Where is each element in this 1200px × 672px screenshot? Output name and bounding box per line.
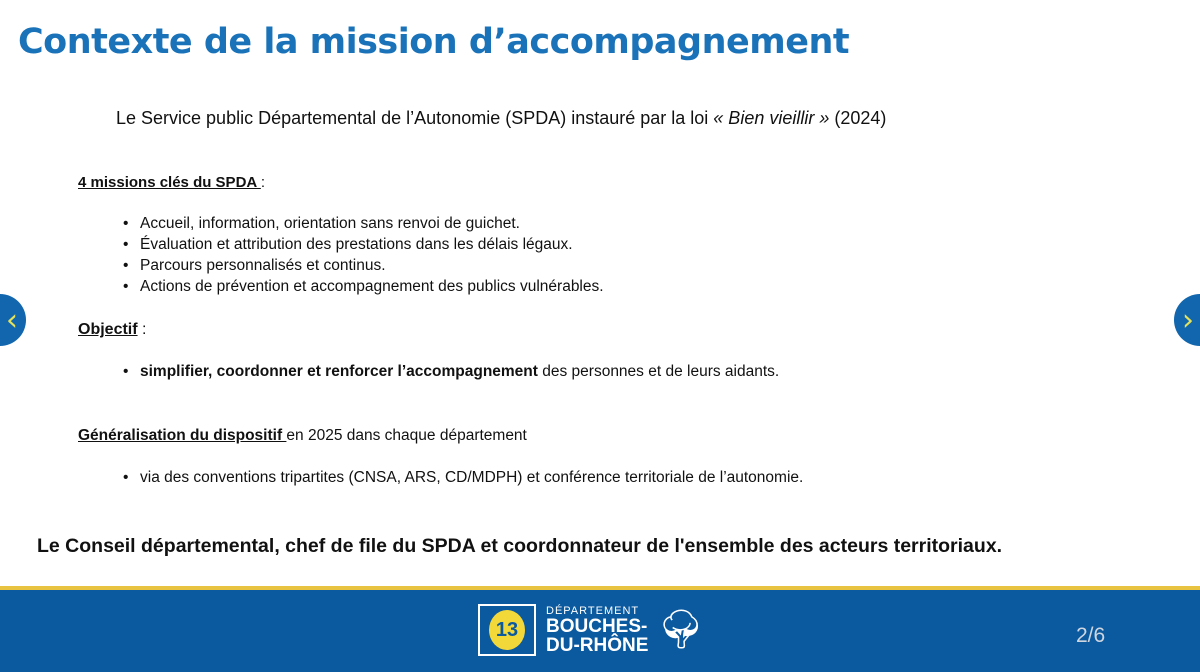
- generalisation-rest: en 2025 dans chaque département: [286, 427, 527, 444]
- list-item: • via des conventions tripartites (CNSA, ARS, CD/MDPH) et conférence territoriale de l’autonomie.: [123, 467, 803, 488]
- chevron-right-icon: ›: [1182, 302, 1194, 338]
- page-number: 2/6: [1076, 624, 1106, 647]
- intro-italic: « Bien vieillir »: [713, 108, 830, 128]
- objectif-list: [123, 361, 779, 382]
- slide-title: Contexte de la mission d’accompagnement: [18, 22, 850, 62]
- next-slide-button[interactable]: [1174, 294, 1200, 346]
- logo-badge: [478, 604, 536, 656]
- generalisation-heading: [78, 427, 527, 445]
- logo-text: [546, 606, 648, 655]
- generalisation-heading-label: Généralisation du dispositif: [78, 427, 287, 444]
- logo-line3: DU-RHÔNE: [546, 634, 649, 656]
- olive-tree-icon: 🌳︎: [656, 609, 705, 651]
- generalisation-list: [123, 467, 803, 488]
- list-item: • Accueil, information, orientation sans renvoi de guichet.: [123, 213, 604, 234]
- missions-heading-label: 4 missions clés du SPDA: [78, 174, 261, 191]
- missions-heading-suffix: :: [260, 174, 266, 191]
- intro-post: (2024): [829, 108, 887, 128]
- missions-heading: [78, 174, 265, 191]
- conclusion: Le Conseil départemental, chef de file du SPDA et coordonnateur de l'ensemble des acteurs territoriaux.: [37, 535, 1003, 557]
- objectif-rest: des personnes et de leurs aidants.: [537, 363, 780, 380]
- objectif-heading-suffix: :: [137, 321, 147, 338]
- list-item: • Actions de prévention et accompagnement des publics vulnérables.: [123, 276, 604, 297]
- missions-list: [123, 213, 604, 297]
- prev-slide-button[interactable]: [0, 294, 26, 346]
- objectif-heading: [78, 321, 146, 339]
- list-item: • Évaluation et attribution des prestations dans les délais légaux.: [123, 234, 604, 255]
- logo-number: 13: [489, 610, 525, 650]
- list-item: [123, 361, 779, 382]
- list-item: • Parcours personnalisés et continus.: [123, 255, 604, 276]
- chevron-left-icon: ‹: [6, 302, 18, 338]
- objectif-bold: simplifier, coordonner et renforcer l’accompagnement: [140, 363, 538, 380]
- logo-line1: DÉPARTEMENT: [546, 604, 640, 617]
- department-logo: [478, 604, 705, 656]
- logo-line2: BOUCHES-: [546, 615, 648, 637]
- objectif-heading-label: Objectif: [78, 321, 138, 338]
- intro-text: [116, 108, 886, 129]
- intro-pre: Le Service public Départemental de l’Autonomie (SPDA) instauré par la loi: [116, 108, 714, 128]
